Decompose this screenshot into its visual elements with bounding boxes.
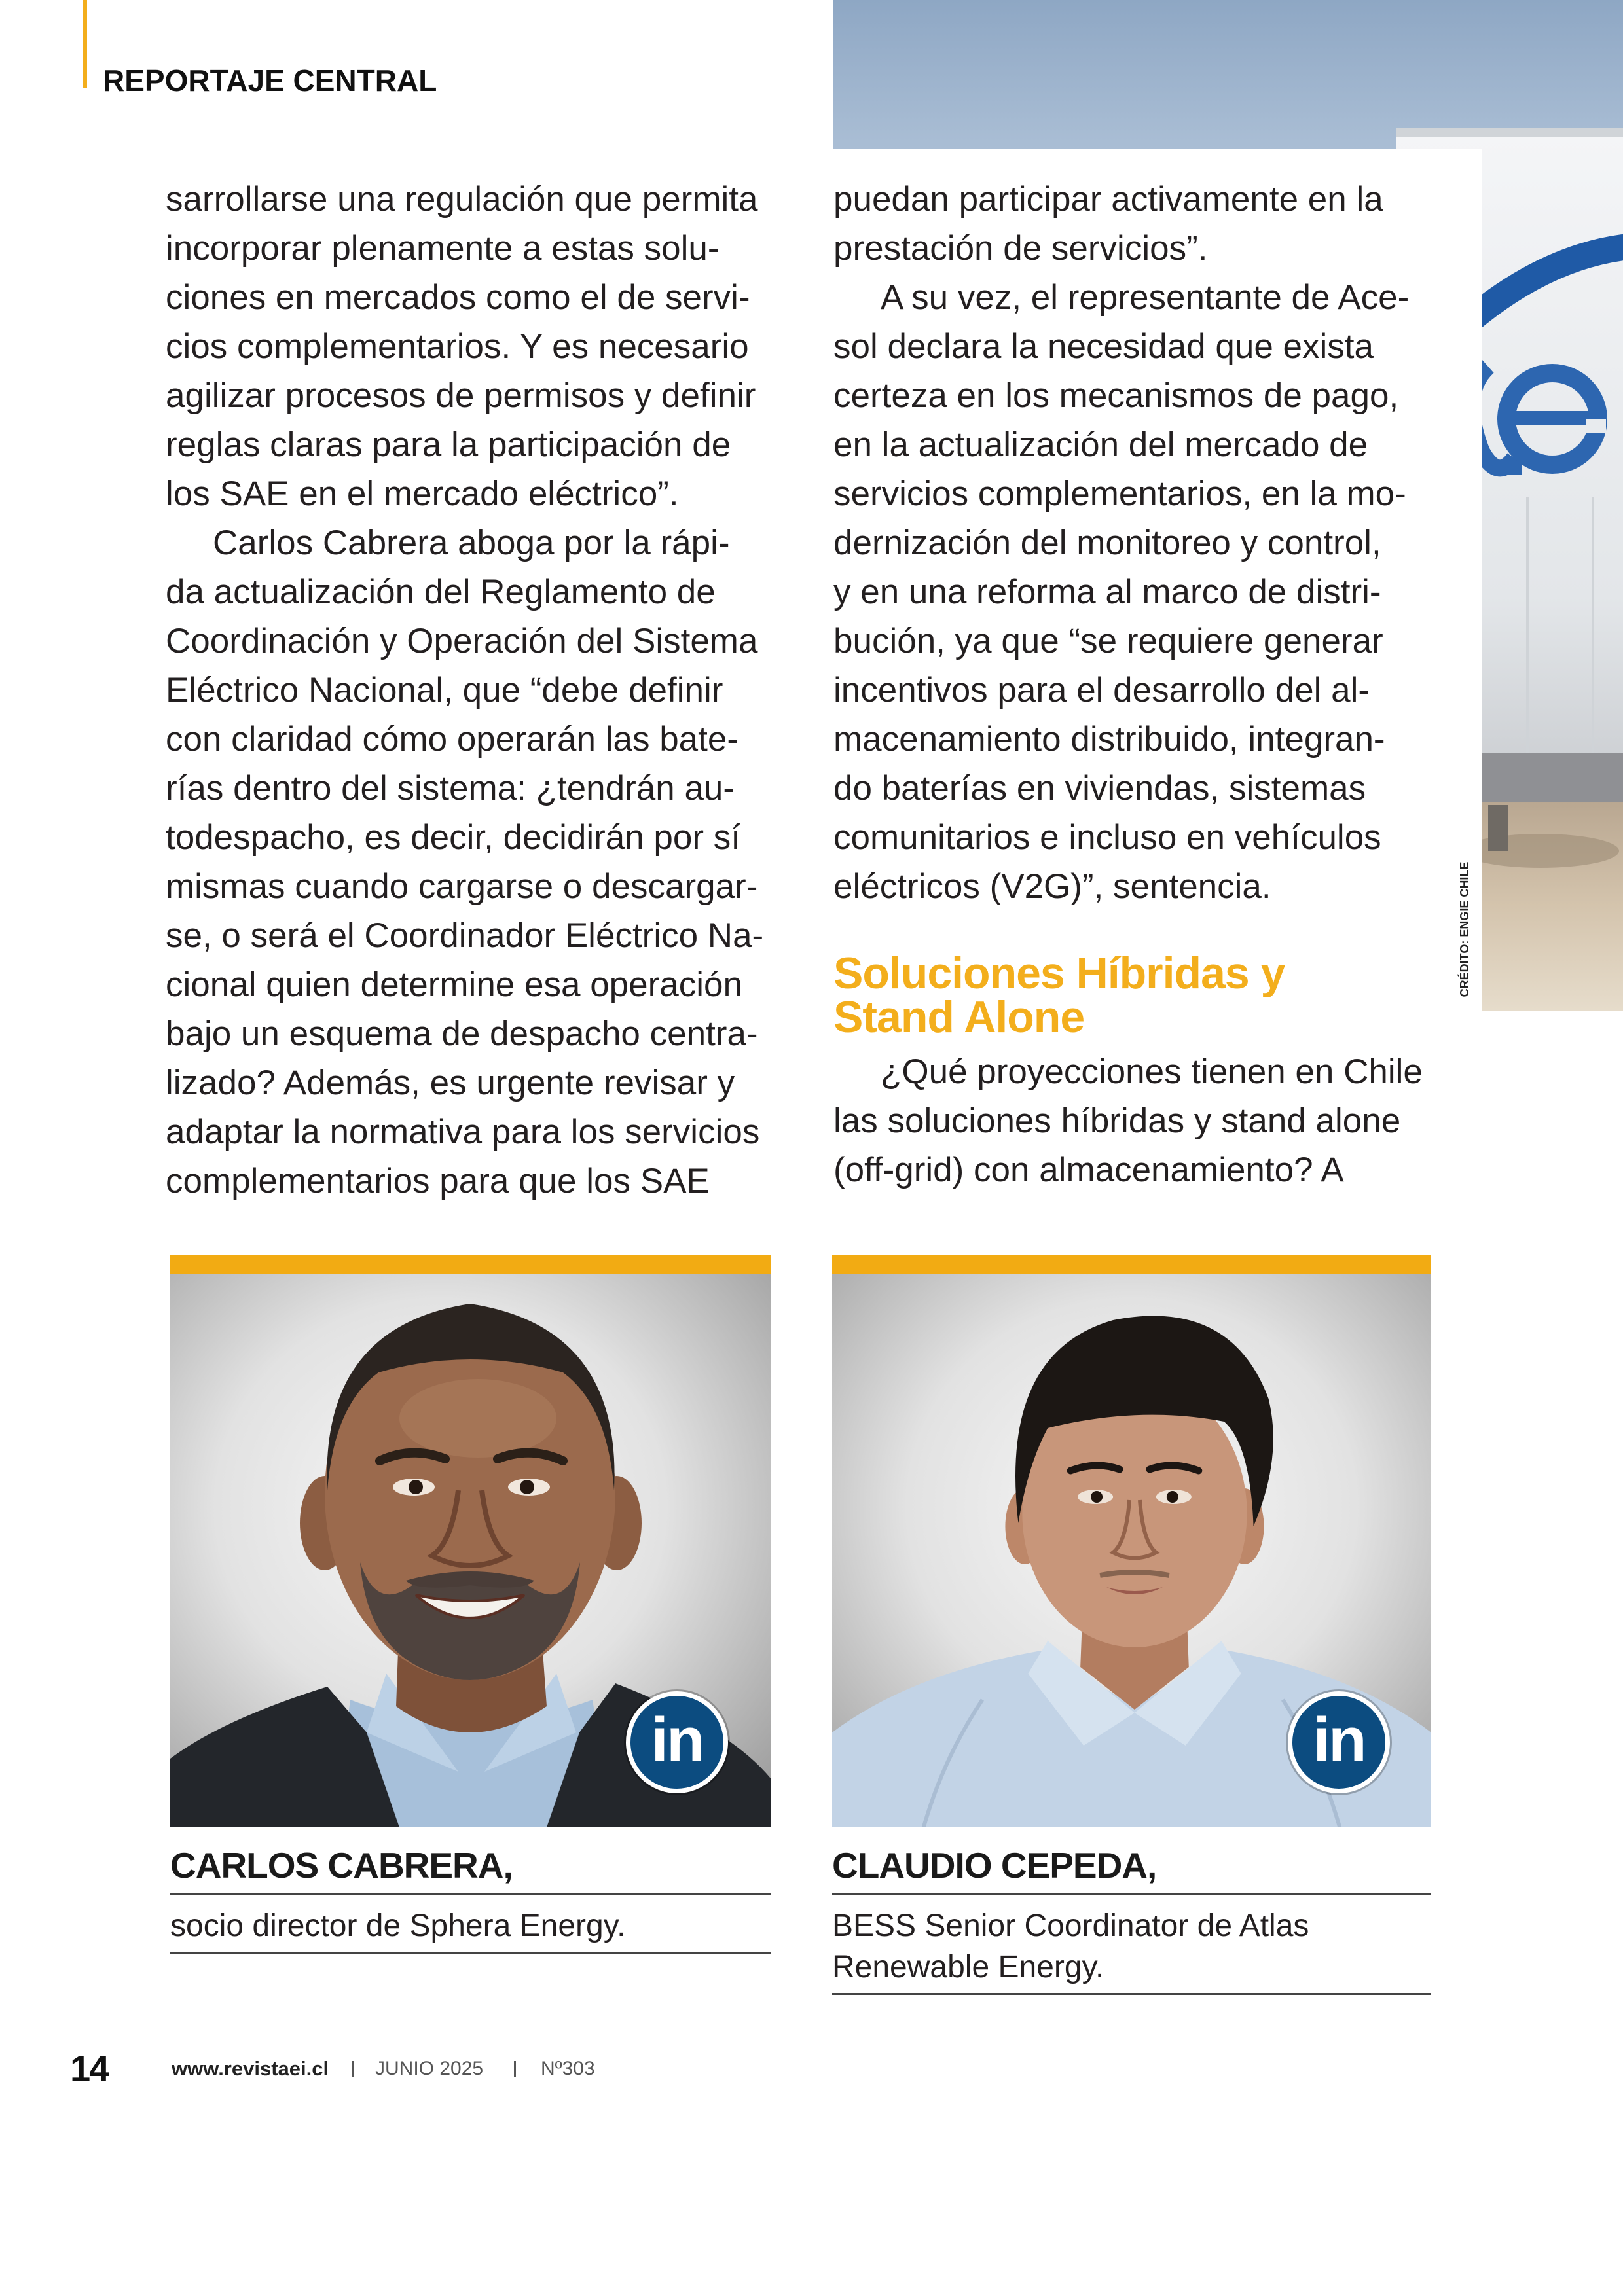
footer-divider bbox=[514, 2061, 516, 2077]
article-line: agilizar procesos de permisos y definir bbox=[166, 376, 756, 415]
article-line: incorporar plenamente a estas solu- bbox=[166, 229, 720, 268]
article-line: mismas cuando cargarse o descargar- bbox=[166, 867, 758, 906]
article-line: dernización del monitoreo y control, bbox=[833, 524, 1381, 562]
article-line: cios complementarios. Y es necesario bbox=[166, 327, 749, 366]
article-line: rías dentro del sistema: ¿tendrán au- bbox=[166, 769, 735, 808]
article-line: bución, ya que “se requiere generar bbox=[833, 622, 1383, 660]
article-right-column bbox=[833, 175, 1424, 911]
article-line: complementarios para que los SAE bbox=[166, 1162, 710, 1200]
article-line: da actualización del Reglamento de bbox=[166, 573, 716, 611]
profile-role-line: socio director de Sphera Energy. bbox=[170, 1909, 626, 1943]
profile-role bbox=[170, 1905, 771, 1946]
article-line: sol declara la necesidad que exista bbox=[833, 327, 1374, 366]
article-line: incentivos para el desarrollo del al- bbox=[833, 671, 1370, 709]
article-line: ciones en mercados como el de servi- bbox=[166, 278, 750, 317]
article-line: servicios complementarios, en la mo- bbox=[833, 475, 1406, 513]
subheading-line: Stand Alone bbox=[833, 992, 1085, 1042]
article-line: (off-grid) con almacenamiento? A bbox=[833, 1151, 1344, 1189]
article-line: cional quien determine esa operación bbox=[166, 965, 742, 1004]
footer-divider bbox=[352, 2061, 354, 2077]
article-line: todespacho, es decir, decidirán por sí bbox=[166, 818, 740, 857]
portrait-photo bbox=[832, 1274, 1431, 1827]
card-divider bbox=[832, 1893, 1431, 1895]
page-number: 14 bbox=[70, 2048, 109, 2089]
portrait-photo bbox=[170, 1274, 771, 1827]
profile-role-line: BESS Senior Coordinator de Atlas bbox=[832, 1909, 1309, 1943]
photo-credit: CRÉDITO: ENGIE CHILE bbox=[1458, 861, 1471, 997]
subheading-line: Soluciones Híbridas y bbox=[833, 948, 1285, 998]
article-line: Coordinación y Operación del Sistema bbox=[166, 622, 758, 660]
article-line: comunitarios e incluso en vehículos bbox=[833, 818, 1381, 857]
profile-name: CARLOS CABRERA, bbox=[170, 1845, 513, 1886]
article-line: macenamiento distribuido, integran- bbox=[833, 720, 1385, 759]
website-link[interactable]: www.revistaei.cl bbox=[172, 2057, 329, 2080]
article-line: lizado? Además, es urgente revisar y bbox=[166, 1064, 735, 1102]
article-line: bajo un esquema de despacho centra- bbox=[166, 1014, 758, 1053]
article-right-column-continued bbox=[833, 1047, 1424, 1194]
linkedin-icon[interactable]: in bbox=[1288, 1691, 1390, 1793]
article-line: Carlos Cabrera aboga por la rápi- bbox=[213, 524, 730, 562]
linkedin-icon[interactable]: in bbox=[626, 1691, 728, 1793]
profile-card bbox=[170, 1255, 771, 1954]
article-line: ¿Qué proyecciones tienen en Chile bbox=[881, 1052, 1423, 1091]
profile-name: CLAUDIO CEPEDA, bbox=[832, 1845, 1157, 1886]
article-line: sarrollarse una regulación que permita bbox=[166, 180, 758, 219]
article-line: Eléctrico Nacional, que “debe definir bbox=[166, 671, 723, 709]
article-line: se, o será el Coordinador Eléctrico Na- bbox=[166, 916, 764, 955]
card-accent-bar bbox=[832, 1255, 1431, 1274]
profile-card bbox=[832, 1255, 1431, 1995]
section-label: REPORTAJE CENTRAL bbox=[103, 63, 437, 98]
article-line: con claridad cómo operarán las bate- bbox=[166, 720, 739, 759]
article-line: reglas claras para la participación de bbox=[166, 425, 731, 464]
card-divider bbox=[832, 1993, 1431, 1995]
article-line: las soluciones híbridas y stand alone bbox=[833, 1102, 1401, 1140]
issue-number: Nº303 bbox=[541, 2058, 595, 2079]
article-line: certeza en los mecanismos de pago, bbox=[833, 376, 1399, 415]
card-divider bbox=[170, 1893, 771, 1895]
article-line: y en una reforma al marco de distri- bbox=[833, 573, 1381, 611]
card-divider bbox=[170, 1952, 771, 1954]
article-line: do baterías en viviendas, sistemas bbox=[833, 769, 1366, 808]
article-line: eléctricos (V2G)”, sentencia. bbox=[833, 867, 1271, 906]
issue-date: JUNIO 2025 bbox=[375, 2058, 484, 2079]
profile-role bbox=[832, 1905, 1431, 1988]
article-line: en la actualización del mercado de bbox=[833, 425, 1368, 464]
article-line: prestación de servicios”. bbox=[833, 229, 1208, 268]
card-accent-bar bbox=[170, 1255, 771, 1274]
section-accent-rule bbox=[83, 0, 87, 88]
article-line: A su vez, el representante de Ace- bbox=[881, 278, 1410, 317]
article-line: puedan participar activamente en la bbox=[833, 180, 1383, 219]
article-line: adaptar la normativa para los servicios bbox=[166, 1113, 760, 1151]
article-left-column bbox=[166, 175, 774, 1206]
article-line: los SAE en el mercado eléctrico”. bbox=[166, 475, 679, 513]
article-subheading bbox=[833, 948, 1285, 1042]
profile-role-line: Renewable Energy. bbox=[832, 1950, 1104, 1984]
